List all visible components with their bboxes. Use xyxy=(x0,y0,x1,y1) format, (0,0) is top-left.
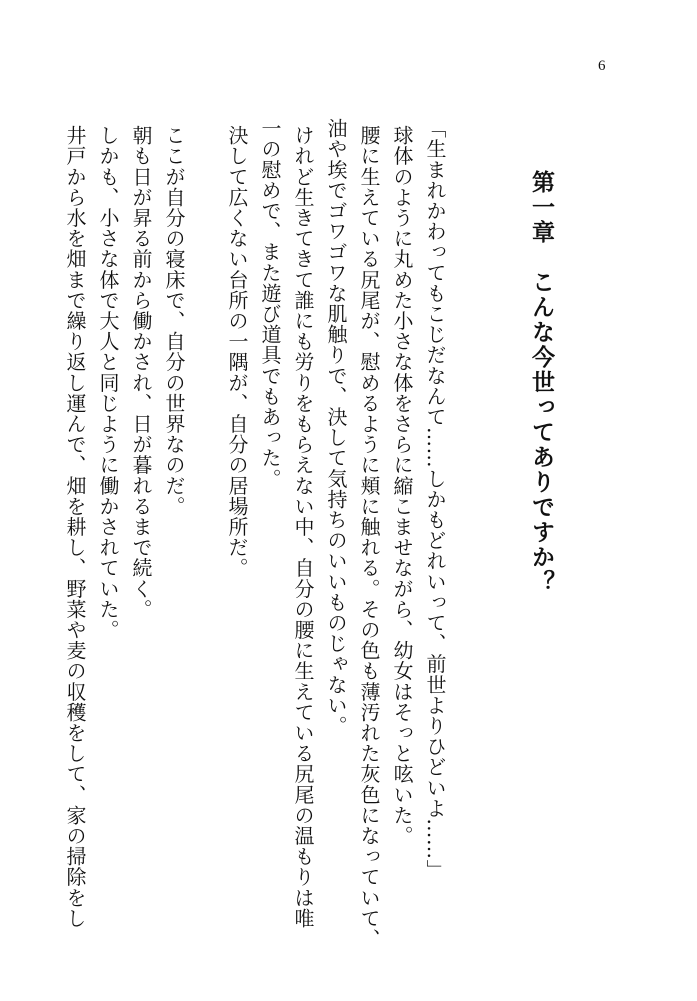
paragraph: 決して広くない台所の一隅が、自分の居場所だ。 xyxy=(225,118,249,579)
paragraph: 井戸から水を畑まで繰り返し運んで、畑を耕し、野菜や麦の収穫をして、家の掃除をし xyxy=(63,118,87,929)
paragraph: 腰に生えている尻尾が、慰めるように頬に触れる。その色も薄汚れた灰色になっていて、 xyxy=(357,118,381,949)
chapter-title: 第一章 こんな今世ってありですか？ xyxy=(528,170,555,595)
page-number: 6 xyxy=(598,58,606,74)
paragraph: 一の慰めで、また遊び道具でもあった。 xyxy=(258,118,282,489)
paragraph: 球体のように丸めた小さな体をさらに縮こませながら、幼女はそっと呟いた。 xyxy=(390,118,414,846)
paragraph: 朝も日が昇る前から働かされ、日が暮れるまで続く。 xyxy=(129,118,153,620)
paragraph: しかも、小さな体で大人と同じように働かされていた。 xyxy=(96,118,120,640)
paragraph: けれど生きてきて誰にも労りをもらえない中、自分の腰に生えている尻尾の温もりは唯 xyxy=(291,118,315,929)
paragraph: 「生まれかわってもこじだなんて……しかもどれいって、前世よりひどいよ……」 xyxy=(423,118,447,881)
paragraph: ここが自分の寝床で、自分の世界なのだ。 xyxy=(162,118,186,517)
paragraph: 油や埃でゴワゴワな肌触りで、決して気持ちのいいものじゃない。 xyxy=(324,118,348,736)
body-text xyxy=(58,118,451,958)
